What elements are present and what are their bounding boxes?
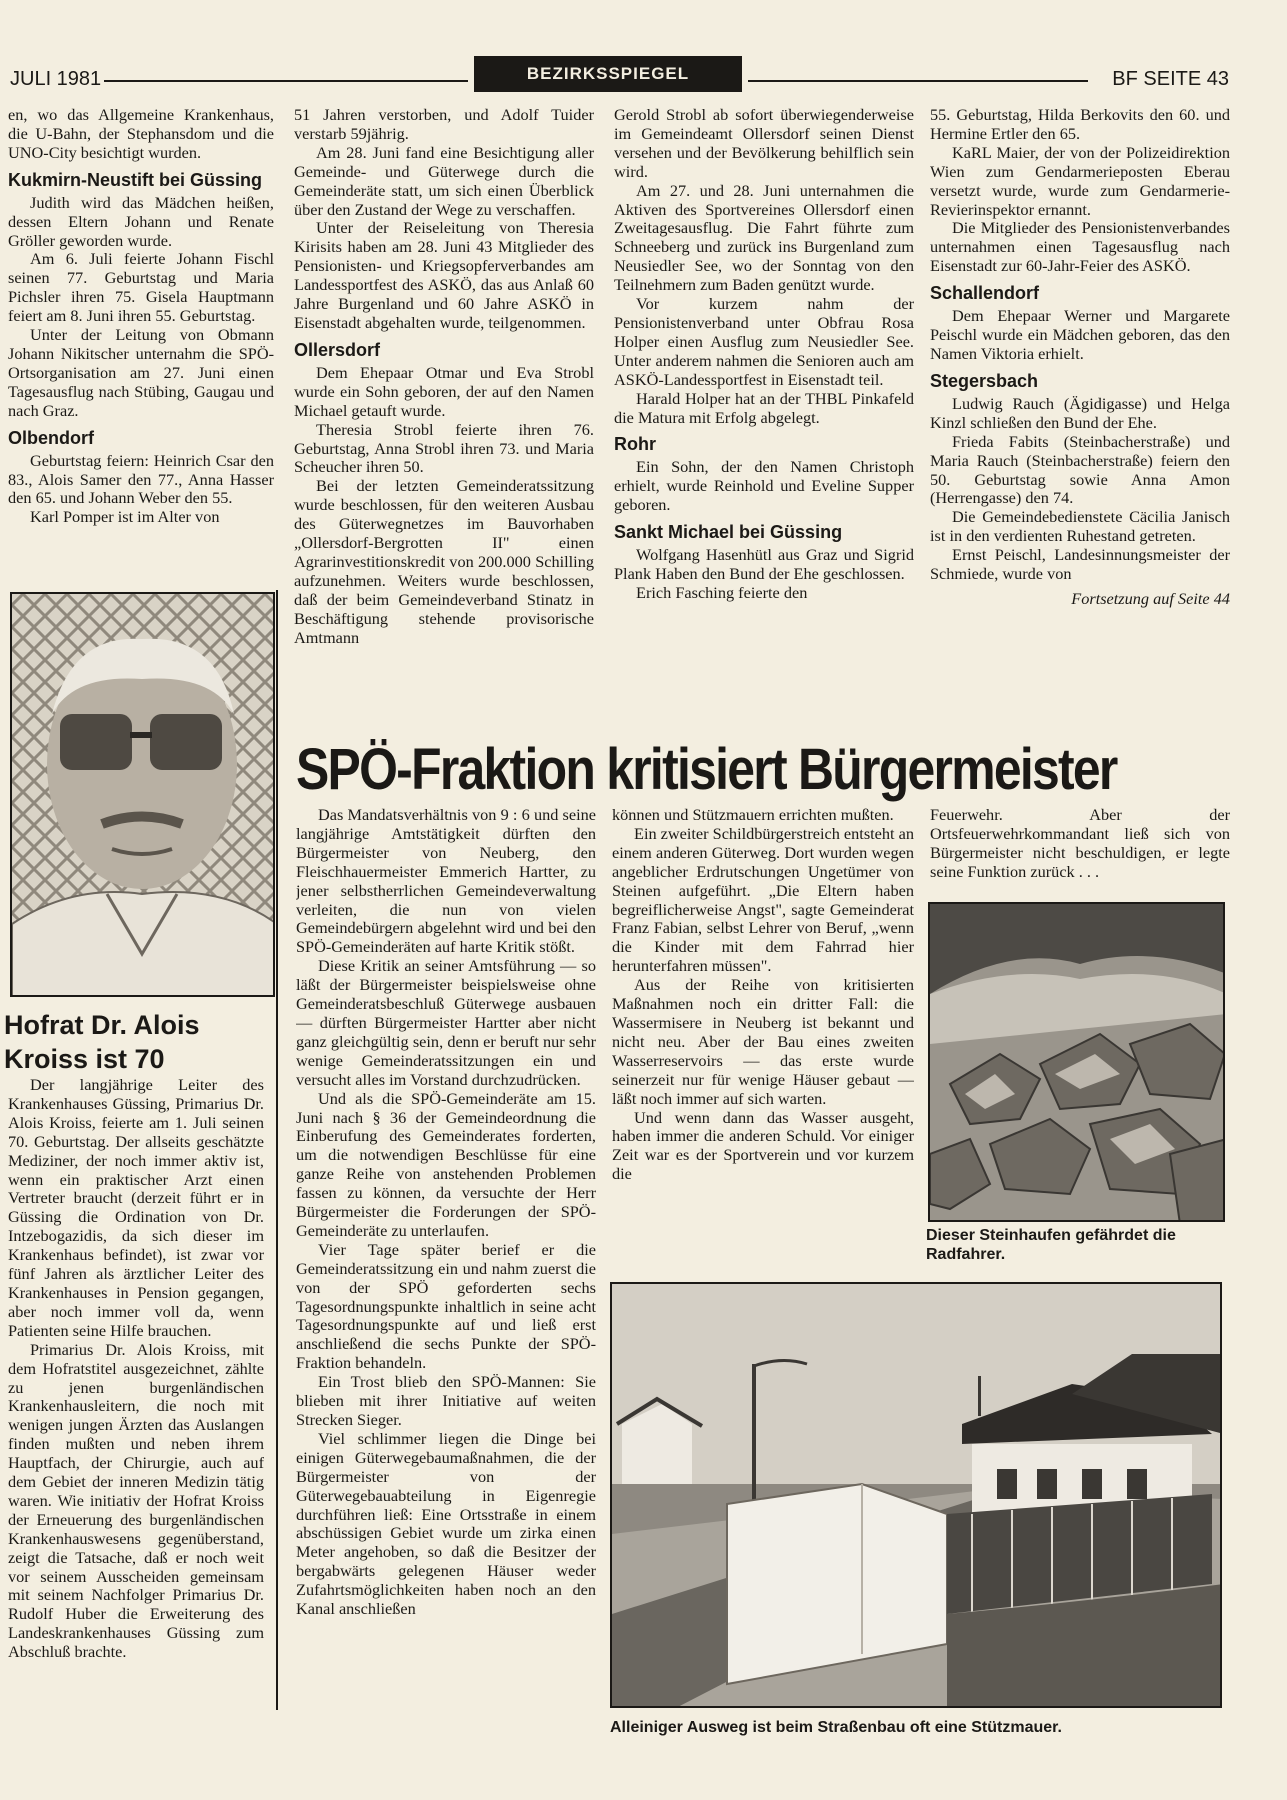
col1-intro: en, wo das Allgemeine Krankenhaus, die U-Bahn, der Stephansdom und die UNO-City besichtigt wurden. <box>8 106 274 162</box>
continued-note: Fortsetzung auf Seite 44 <box>1071 588 1230 608</box>
stones-caption: Dieser Steinhaufen gefährdet die Radfahrer. <box>926 1227 1176 1263</box>
col1-paragraph: Am 6. Juli feierte Johann Fischl seinen 77. Geburtstag und Maria Pichsler ihren 75. Gisela Hauptmann feiert am 8. Juni ihren 55. Geburtstag. <box>8 249 274 326</box>
header-date: JULI 1981 <box>10 68 102 90</box>
main-column-3 <box>930 806 1230 886</box>
col2-paragraph: Dem Ehepaar Otmar und Eva Strobl wurde ein Sohn geboren, der auf den Namen Michael getauft wurde. <box>294 362 594 420</box>
col4-paragraph: 55. Geburtstag, Hilda Berkovits den 60. und Hermine Ertler den 65. <box>930 106 1230 143</box>
main-column-2 <box>612 806 914 1266</box>
heading-stegersbach: Stegersbach <box>930 370 1039 391</box>
col1-paragraph: Judith wird das Mädchen heißen, dessen Eltern Johann und Renate Gröller geworden wurde. <box>8 192 274 250</box>
col4-paragraph: Die Mitglieder des Pensionistenverbandes unternahmen einen Tagesausflug nach Eisenstadt zur 60-Jahr-Feier des ASKÖ. <box>930 218 1230 276</box>
main-paragraph: Aus der Reihe von kritisierten Maßnahmen noch ein dritter Fall: die Wassermisere in Neuberg ist bekannt und nicht neu. Aber der Bau eines zweiten Wasserreservoirs — das erste wurde seinerzeit nur für wenige Häuser gebaut — läßt noch immer auf sich warten. <box>612 975 914 1108</box>
col3-paragraph: Vor kurzem nahm der Pensionistenverband unter Obfrau Rosa Holper einen Ausflug zum Neusiedler See. Unter anderem nahmen die Senioren auch am ASKÖ-Landessportfest in Eisenstadt teil. <box>614 294 914 389</box>
main-paragraph: Das Mandatsverhältnis von 9 : 6 und seine langjährige Amtstätigkeit dürften den Bürgermeister von Neuberg, den Fleischhauermeister Emmerich Hartter, zu jener selbstherrlichen Gemeindeverwaltung verleiten, die nun von vielen Gemeindebürgern abgelehnt wird und bei den SPÖ-Gemeinderäten auf harte Kritik stößt. <box>296 806 596 957</box>
house-caption: Alleiniger Ausweg ist beim Straßenbau oft eine Stützmauer. <box>610 1719 1062 1736</box>
main-column-1 <box>296 806 596 1726</box>
column-2 <box>294 106 594 722</box>
heading-guessing: Kukmirn-Neustift bei Güssing <box>8 169 263 190</box>
col4-paragraph: KaRL Maier, der von der Polizeidirektion Wien zum Gendarmerieposten Eberau versetzt wurde, wurde zum Gendarmerie-Revierinspektor ernannt. <box>930 142 1230 219</box>
main-headline: SPÖ-Fraktion kritisiert Bürgermeister <box>296 737 1117 802</box>
col2-paragraph: Theresia Strobl feierte ihren 76. Geburtstag, Anna Strobl ihren 73. und Maria Scheucher ihren 50. <box>294 419 594 477</box>
kroiss-title-line: Hofrat Dr. Alois <box>4 1010 200 1040</box>
main-paragraph: Und wenn dann das Wasser ausgeht, haben immer die anderen Schuld. Vor einiger Zeit war es der Sportverein und vor kurzem die <box>612 1107 914 1184</box>
heading-sankt-michael: Sankt Michael bei Güssing <box>614 522 843 543</box>
header-rule-right <box>748 80 1088 82</box>
col2-paragraph: 51 Jahren verstorben, und Adolf Tuider verstarb 59jährig. <box>294 106 594 143</box>
column-1 <box>8 106 274 574</box>
col2-paragraph: Bei der letzten Gemeinderatssitzung wurde beschlossen, für den weiteren Ausbau des Güterwegnetzes im Bauvorhaben „Ollersdorf-Bergrotten II" einen Agrarinvestitionskredit von 200.000 Schilling aufzunehmen. Weiters wurde beschlossen, daß der beim Gemeindeverband Stinatz in Beschäftigung stehende provisorische Amtmann <box>294 476 594 647</box>
portrait-photo <box>10 592 275 997</box>
main-paragraph: Diese Kritik an seiner Amtsführung — so läßt der Bürgermeister beispielsweise ohne Gemeinderatsbeschluß Güterwege ausbauen — dürften Bürgermeister Hartter aber nicht ganz gleichgültig sein, denn er beruft nur sehr wenige Gemeinderatssitzungen ein und versucht alles im Vorstand durchzudrücken. <box>296 956 596 1089</box>
section-label: BEZIRKSSPIEGEL <box>474 56 742 92</box>
col3-paragraph: Erich Fasching feierte den <box>636 582 808 602</box>
heading-schallendorf: Schallendorf <box>930 283 1040 304</box>
house-illustration <box>612 1284 1222 1708</box>
main-paragraph: Viel schlimmer liegen die Dinge bei einigen Güterwegebaumaßnahmen, die der Bürgermeister von der Güterwegebauabteilung in Eigenregie durchführen ließ: Eine Ortsstraße in einem abschüssigen Gebiet wurde um zirka einen Meter angehoben, so daß die Besitzer der bergabwärts gelegenen Häuser weder Zufahrtsmöglichkeiten haben noch an den Kanal anschließen <box>296 1428 596 1619</box>
column-4 <box>930 106 1230 722</box>
col3-paragraph: Gerold Strobl ab sofort überwiegenderweise im Gemeindeamt Ollersdorf seinen Dienst versehen und der Bevölkerung behilflich sein wird. <box>614 106 914 181</box>
heading-bendorf: Olbendorf <box>8 427 94 448</box>
col3-paragraph: Harald Holper hat an der THBL Pinkafeld die Matura mit Erfolg abgelegt. <box>614 388 914 427</box>
col2-paragraph: Unter der Reiseleitung von Theresia Kirisits haben am 28. Juni 43 Mitglieder des Pensionisten- und Kriegsopferverbandes am Landessportfest des ASKÖ, das aus Anlaß 60 Jahre Burgenland und 60 Jahre ASKÖ in Eisenstadt abgehalten wurde, teilgenommen. <box>294 218 594 332</box>
heading-ollersdorf: Ollersdorf <box>294 339 381 360</box>
header-rule-left <box>104 80 468 82</box>
col1-paragraph: Geburtstag feiern: Heinrich Csar den 83., Alois Samer den 77., Anna Hasser den 65. und Johann Weber den 55. <box>8 450 274 508</box>
main-paragraph: können und Stützmauern errichten mußten. <box>612 806 894 824</box>
kroiss-article <box>8 1076 264 1686</box>
col3-paragraph: Am 27. und 28. Juni unternahmen die Aktiven des Sportvereines Ollersdorf einen Zweitagesausflug. Die Fahrt führte zum Schneeberg und zurück ins Burgenland zum Neusiedler See, wo der Sonntag von den Teilnehmern zum Baden genützt wurde. <box>614 180 914 295</box>
col4-paragraph: Die Gemeindebedienstete Cäcilia Janisch ist in den verdienten Ruhestand getreten. <box>930 507 1230 546</box>
house-photo <box>610 1282 1222 1708</box>
portrait-illustration <box>12 594 275 997</box>
column-divider <box>276 590 278 1710</box>
col1-paragraph: Karl Pomper ist im Alter von <box>30 507 220 527</box>
col4-paragraph: Ludwig Rauch (Ägidigasse) und Helga Kinzl schließen den Bund der Ehe. <box>930 393 1230 432</box>
col1-paragraph: Unter der Leitung von Obmann Johann Nikitscher unternahm die SPÖ-Ortsorganisation am 27. Juni einen Tagesausflug nach Stübing, Gaugau und nach Graz. <box>8 325 274 420</box>
column-3 <box>614 106 914 722</box>
col4-paragraph: Frieda Fabits (Steinbacherstraße) und Maria Rauch (Steinbacherstraße) feiern den 50. Geburtstag sowie Anna Amon (Herrengasse) den 74. <box>930 431 1230 508</box>
stones-photo <box>928 902 1225 1222</box>
main-paragraph: Ein Trost blieb den SPÖ-Mannen: Sie blieben mit ihrer Initiative auf weiten Strecken Sieger. <box>296 1372 596 1429</box>
main-paragraph: Ein zweiter Schildbürgerstreich entsteht an einem anderen Güterweg. Dort wurden wegen angeblicher Erdrutschungen Ungetümer von Steinen aufgeführt. „Die Eltern haben begreiflicherweise Angst", sagte Gemeinderat Franz Fabian, selbst Lehrer von Beruf, „wenn die Kinder mit dem Fahrrad hier herunterfahren müssen". <box>612 823 914 976</box>
heading-rohr: Rohr <box>614 434 656 455</box>
col3-paragraph: Ein Sohn, der den Namen Christoph erhielt, wurde Reinhold und Eveline Supper geboren. <box>614 457 914 515</box>
col4-paragraph: Dem Ehepaar Werner und Margarete Peischl wurde ein Mädchen geboren, das den Namen Viktoria erhielt. <box>930 306 1230 363</box>
main-paragraph: Feuerwehr. Aber der Ortsfeuerwehrkommandant ließ sich von Bürgermeister nicht beschuldigen, er legte seine Funktion zurück . . . <box>930 806 1230 881</box>
stones-illustration <box>930 904 1225 1222</box>
col4-paragraph: Ernst Peischl, Landesinnungsmeister der Schmiede, wurde von <box>930 545 1230 584</box>
col3-paragraph: Wolfgang Hasenhütl aus Graz und Sigrid Plank Haben den Bund der Ehe geschlossen. <box>614 545 914 584</box>
kroiss-paragraph: Primarius Dr. Alois Kroiss, mit dem Hofratstitel ausgezeichnet, zählte zu jenen burgenländischen Krankenhausleitern, die noch mit wenigen jungen Ärzten das Auslangen finden mußten und neben ihrem Hauptfach, der Chirurgie, auch auf dem Gebiet der inneren Medizin tätig waren. Wie initiativ der Hofrat Kroiss der Erneuerung des burgenländischen Krankenhauswesens gegenüberstand, zeigt die Tatsache, daß er noch weit vor seinem Ausscheiden gemeinsam mit seinem Nachfolger Primarius Dr. Rudolf Huber die Erweiterung des Landeskrankenhauses Güssing zum Abschluß brachte. <box>8 1339 264 1662</box>
kroiss-headline <box>4 1008 274 1076</box>
main-paragraph: Und als die SPÖ-Gemeinderäte am 15. Juni nach § 36 der Gemeindeordnung die Einberufung des Gemeinderates forderten, um die notwendigen Beschlüsse für eine ganze Reihe von anstehenden Problemen fassen zu können, da versuchte der Herr Bürgermeister die Forderungen der SPÖ-Gemeinderäte zu unterlaufen. <box>296 1088 596 1240</box>
kroiss-paragraph: Der langjährige Leiter des Krankenhauses Güssing, Primarius Dr. Alois Kroiss, feierte am 1. Juli seinen 70. Geburtstag. Der allseits geschätzte Mediziner, der noch immer aktiv ist, wenn ein praktischer Arzt einen Vertreter braucht (derzeit führt er in Güssing die Ordination von Dr. Intzebogazidis, da sich dieser im Krankenhaus befindet), ist zwar vor fünf Jahren als ärztlicher Leiter des Krankenhauses in Pension gegangen, aber noch immer voll da, wenn Patienten seine Hilfe brauchen. <box>8 1076 264 1340</box>
kroiss-title-line: Kroiss ist 70 <box>4 1044 165 1074</box>
col2-paragraph: Am 28. Juni fand eine Besichtigung aller Gemeinde- und Güterwege durch die Gemeinderäte statt, um sich einen Überblick über den Zustand der Wege zu verschaffen. <box>294 142 594 219</box>
main-paragraph: Vier Tage später berief er die Gemeinderatssitzung ein und nahm zuerst die von der SPÖ geforderten sechs Tagesordnungspunkte inhaltlich in seine acht Tagesordnungspunkte auf und ließ erst anschließend die sechs Punkte der SPÖ-Fraktion behandeln. <box>296 1239 596 1373</box>
page-number: BF SEITE 43 <box>1112 68 1229 90</box>
